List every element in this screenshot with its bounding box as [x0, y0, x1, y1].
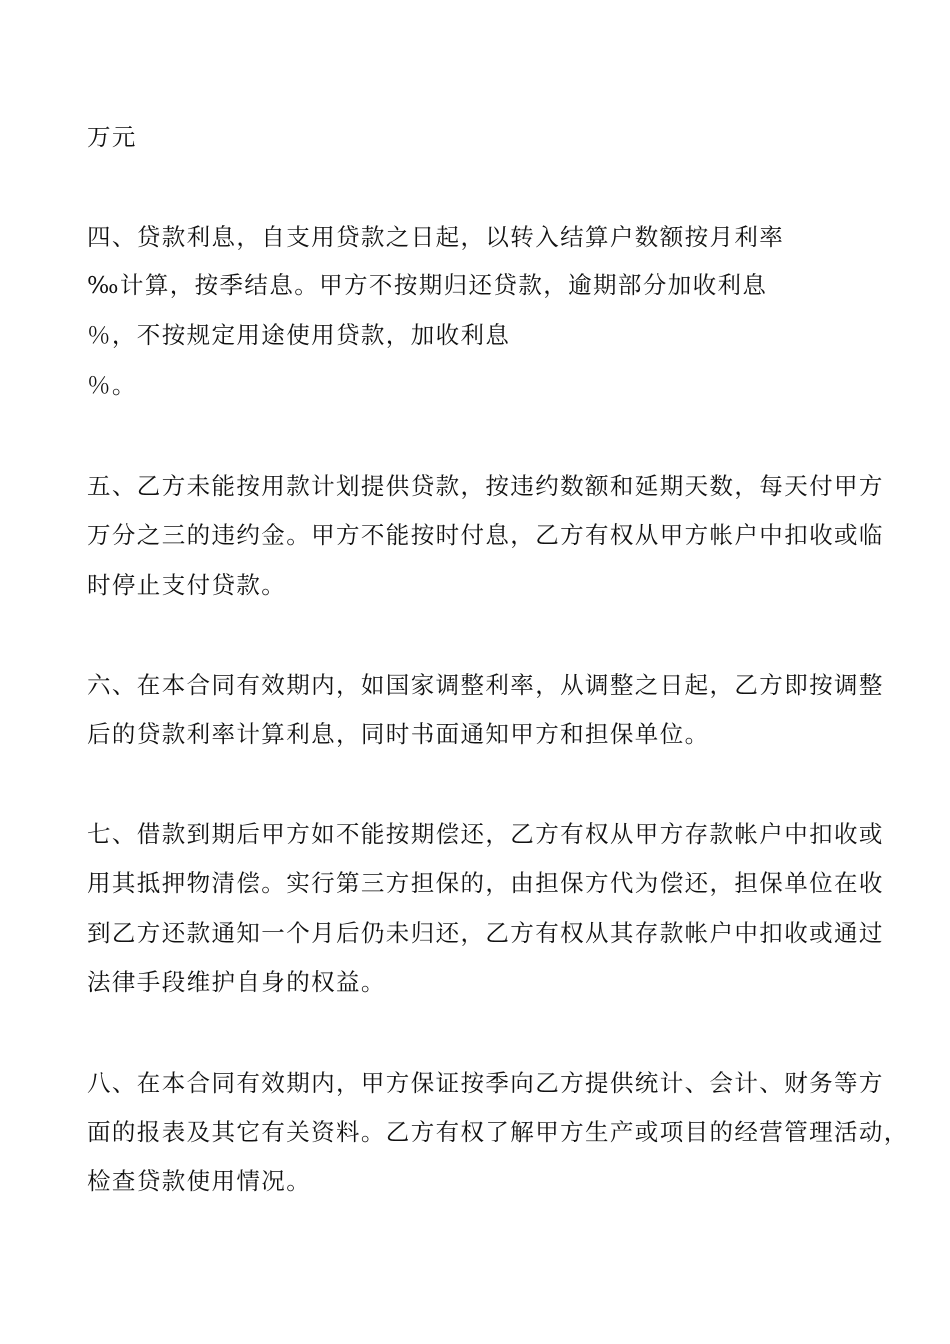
clause-8-line-3: 检查贷款使用情况。 [87, 1167, 312, 1195]
clause-7-line-3: 到乙方还款通知一个月后仍未归还，乙方有权从其存款帐户中扣收或通过 [87, 919, 884, 947]
clause-8-line-2: 面的报表及其它有关资料。乙方有权了解甲方生产或项目的经营管理活动， [87, 1118, 909, 1146]
clause-4-line-2: ‰计算，按季结息。甲方不按期归还贷款，逾期部分加收利息 [87, 271, 768, 299]
clause-7-line-2: 用其抵押物清偿。实行第三方担保的，由担保方代为偿还，担保单位在收 [87, 869, 884, 897]
clause-4-line-4: ％。 [87, 371, 137, 399]
clause-7-line-4: 法律手段维护自身的权益。 [87, 968, 386, 996]
clause-5-line-3: 时停止支付贷款。 [87, 571, 287, 599]
clause-4-line-1: 四、贷款利息，自支用贷款之日起，以转入结算户数额按月利率 [87, 223, 785, 251]
clause-6-line-1: 六、在本合同有效期内，如国家调整利率，从调整之日起，乙方即按调整 [87, 671, 884, 699]
clause-7-line-1: 七、借款到期后甲方如不能按期偿还，乙方有权从甲方存款帐户中扣收或 [87, 820, 884, 848]
text-line: 万元 [87, 123, 137, 151]
clause-6-line-2: 后的贷款利率计算利息，同时书面通知甲方和担保单位。 [87, 720, 710, 748]
clause-8-line-1: 八、在本合同有效期内，甲方保证按季向乙方提供统计、会计、财务等方 [87, 1069, 884, 1097]
clause-5-line-1: 五、乙方未能按用款计划提供贷款，按违约数额和延期天数，每天付甲方 [87, 472, 884, 500]
clause-5-line-2: 万分之三的违约金。甲方不能按时付息，乙方有权从甲方帐户中扣收或临 [87, 521, 884, 549]
clause-4-line-3: ％，不按规定用途使用贷款，加收利息 [87, 321, 511, 349]
